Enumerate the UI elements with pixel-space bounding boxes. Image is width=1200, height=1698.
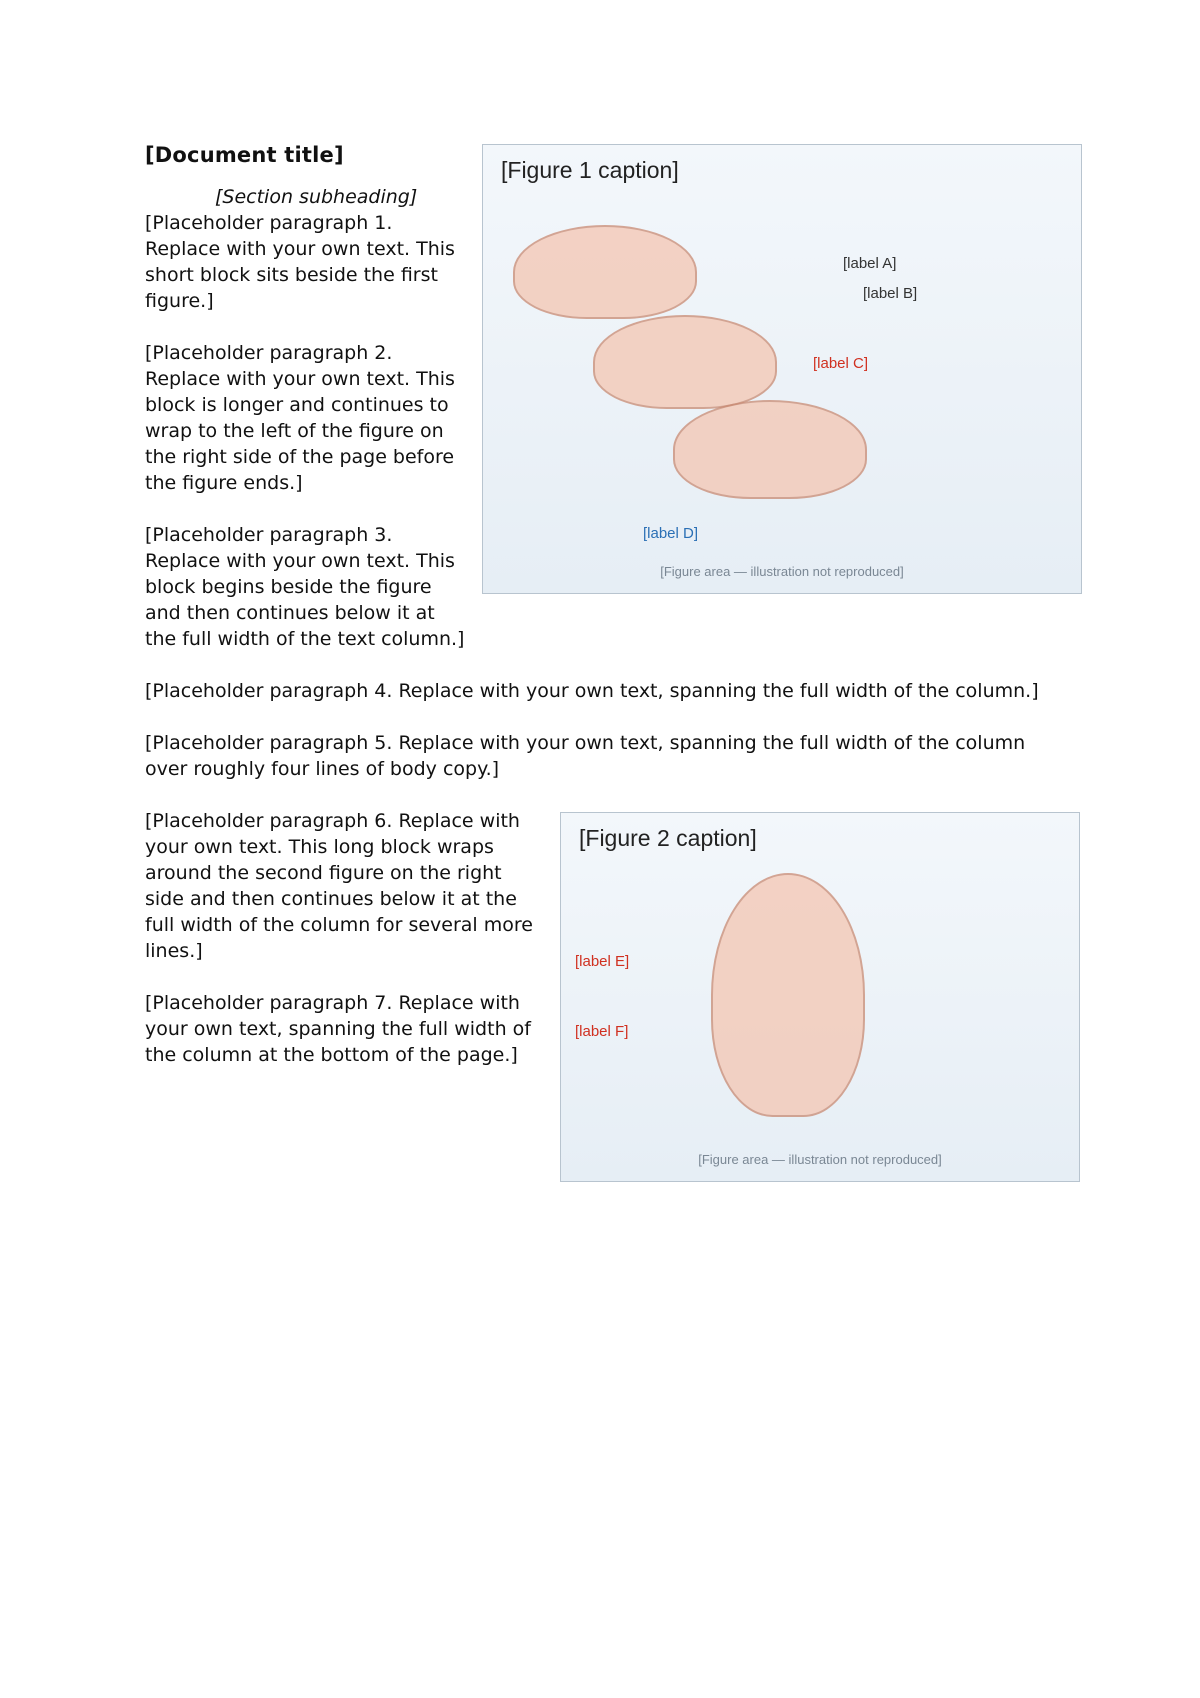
figure-1 <box>482 144 1082 594</box>
body-paragraph: [Placeholder paragraph 4. Replace with your own text, spanning the full width of the column.] <box>145 680 1039 702</box>
figure-1-note: [Figure area — illustration not reproduced] <box>660 564 904 579</box>
figure-2 <box>560 812 1080 1182</box>
figure-2-note: [Figure area — illustration not reproduced] <box>698 1152 942 1167</box>
figure-2-illustration-placeholder <box>711 873 865 1117</box>
figure-1-label: [label B] <box>863 285 918 302</box>
body-paragraph: [Placeholder paragraph 2. Replace with your own text. This block is longer and continues to wrap to the left of the figure on the right side of the page before the figure ends.] <box>145 342 455 494</box>
figure-1-label: [label A] <box>843 255 897 272</box>
figure-2-caption: [Figure 2 caption] <box>579 825 757 851</box>
figure-1-illustration-placeholder <box>593 315 777 409</box>
figure-2-label: [label F] <box>575 1023 629 1040</box>
body-paragraph: [Placeholder paragraph 5. Replace with your own text, spanning the full width of the column over roughly four lines of body copy.] <box>145 732 1026 780</box>
figure-1-label: [label C] <box>813 355 869 372</box>
body-paragraph: [Placeholder paragraph 3. Replace with your own text. This block begins beside the figure and then continues below it at the full width of the text column.] <box>145 524 465 650</box>
document-title: [Document title] <box>145 143 344 167</box>
section-subheading: [Section subheading] <box>215 186 418 208</box>
figure-1-illustration-placeholder <box>513 225 697 319</box>
figure-2-label: [label E] <box>575 953 630 970</box>
body-paragraph: [Placeholder paragraph 6. Replace with your own text. This long block wraps around the second figure on the right side and then continues below it at the full width of the column for several more lines.] <box>145 810 533 962</box>
body-paragraph: [Placeholder paragraph 7. Replace with your own text, spanning the full width of the column at the bottom of the page.] <box>145 992 531 1066</box>
figure-1-label: [label D] <box>643 525 699 542</box>
figure-1-caption: [Figure 1 caption] <box>501 157 679 183</box>
figure-1-illustration-placeholder <box>673 400 867 499</box>
body-paragraph: [Placeholder paragraph 1. Replace with your own text. This short block sits beside the first figure.] <box>145 212 455 312</box>
